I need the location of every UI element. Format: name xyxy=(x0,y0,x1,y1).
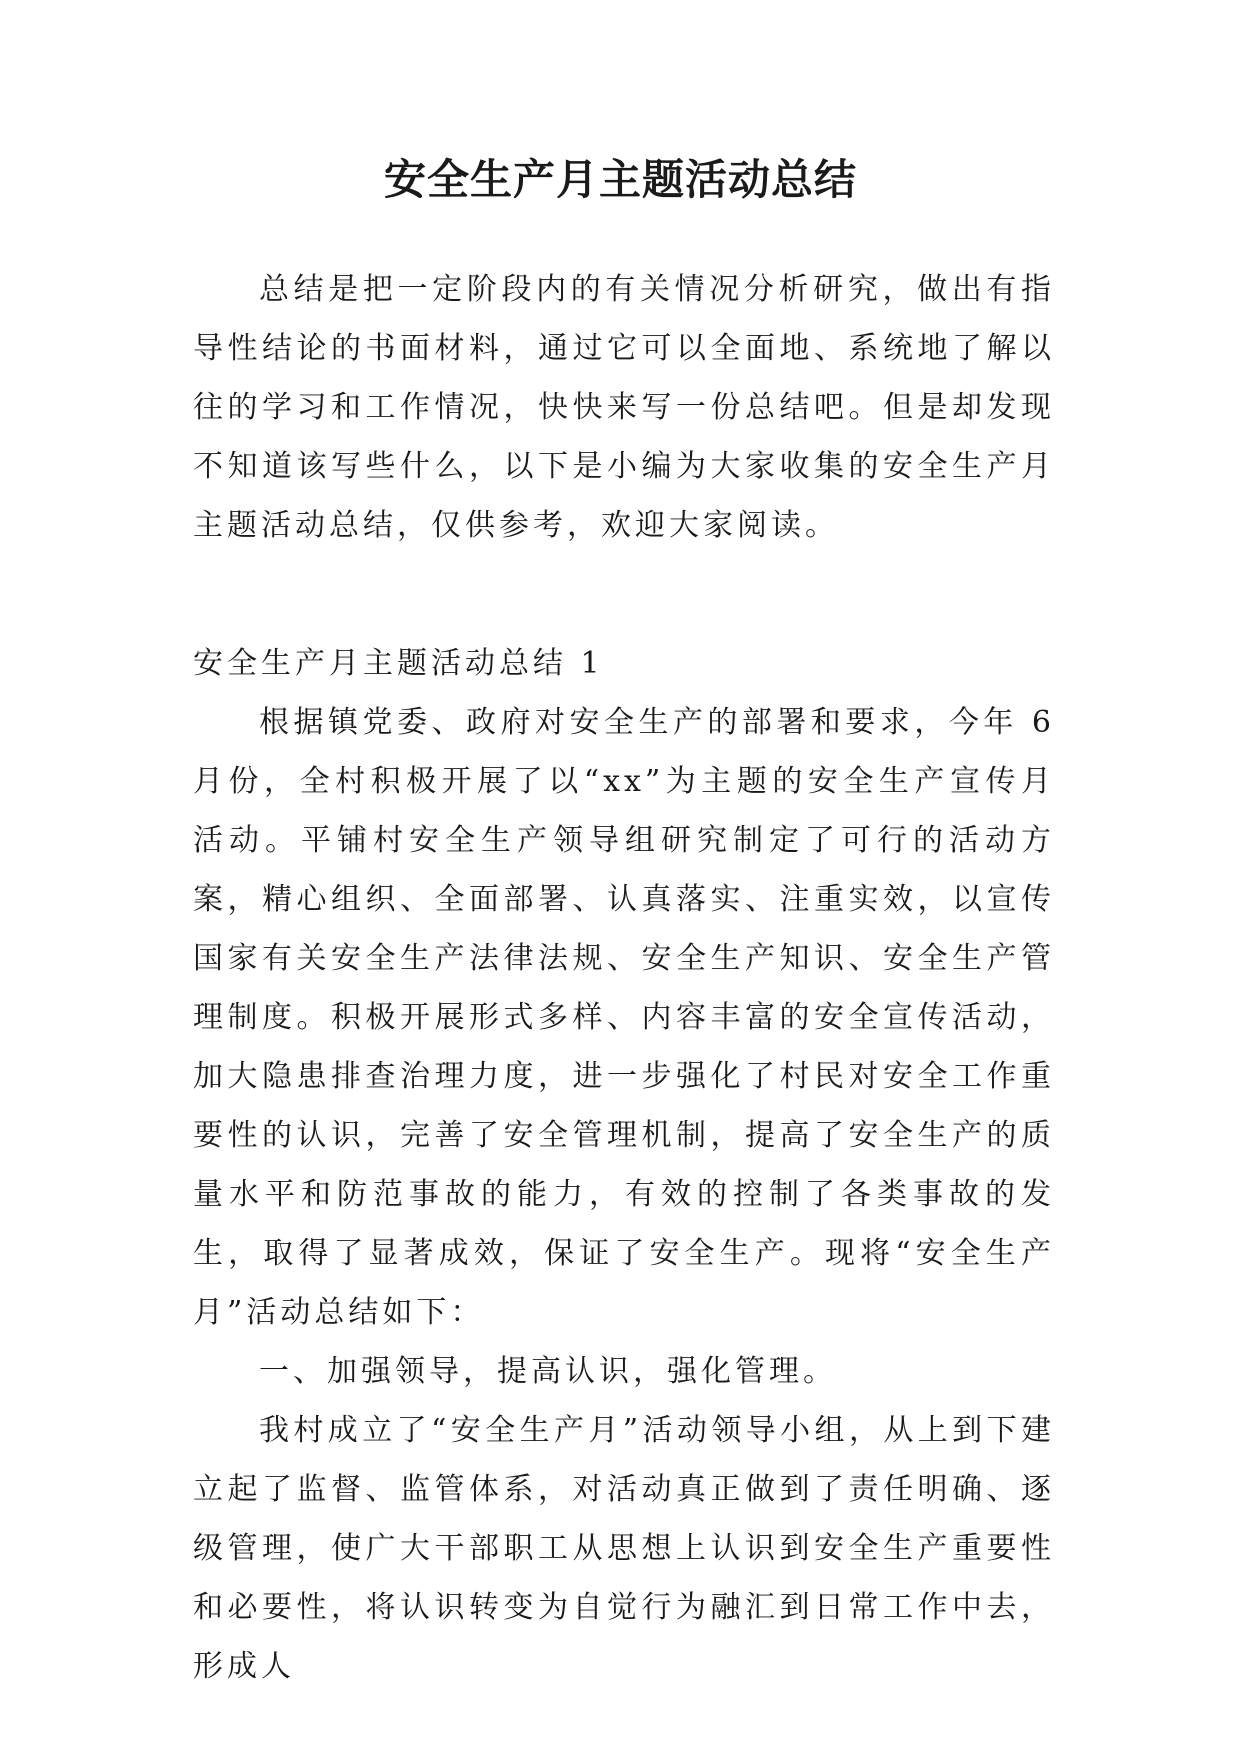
document-title: 安全生产月主题活动总结 xyxy=(383,155,857,204)
section-paragraph: 我村成立了“安全生产月”活动领导小组，从上到下建立起了监督、监管体系，对活动真正做到了责任明确、逐级管理，使广大干部职工从思想上认识到安全生产重要性和必要性，将认识转变为自觉行为融汇到日常工作中去，形成人 xyxy=(193,1413,1055,1684)
section-paragraph: 根据镇党委、政府对安全生产的部署和要求，今年 6 月份，全村积极开展了以“xx”为主题的安全生产宣传月活动。平铺村安全生产领导组研究制定了可行的活动方案，精心组织、全面部署、认真落实、注重实效，以宣传国家有关安全生产法律法规、安全生产知识、安全生产管理制度。积极开展形式多样、内容丰富的安全宣传活动，加大隐患排查治理力度，进一步强化了村民对安全工作重要性的认识，完善了安全管理机制，提高了安全生产的质量水平和防范事故的能力，有效的控制了各类事故的发生，取得了显著成效，保证了安全生产。现将“安全生产月”活动总结如下： xyxy=(193,705,1055,1330)
section-subheading: 一、加强领导，提高认识，强化管理。 xyxy=(259,1354,837,1389)
section-1 xyxy=(193,634,1055,1696)
section-heading: 安全生产月主题活动总结 1 xyxy=(193,646,604,681)
intro-section xyxy=(193,260,1055,555)
intro-paragraph: 总结是把一定阶段内的有关情况分析研究，做出有指导性结论的书面材料，通过它可以全面地、系统地了解以往的学习和工作情况，快快来写一份总结吧。但是却发现不知道该写些什么，以下是小编为大家收集的安全生产月主题活动总结，仅供参考，欢迎大家阅读。 xyxy=(193,272,1055,543)
